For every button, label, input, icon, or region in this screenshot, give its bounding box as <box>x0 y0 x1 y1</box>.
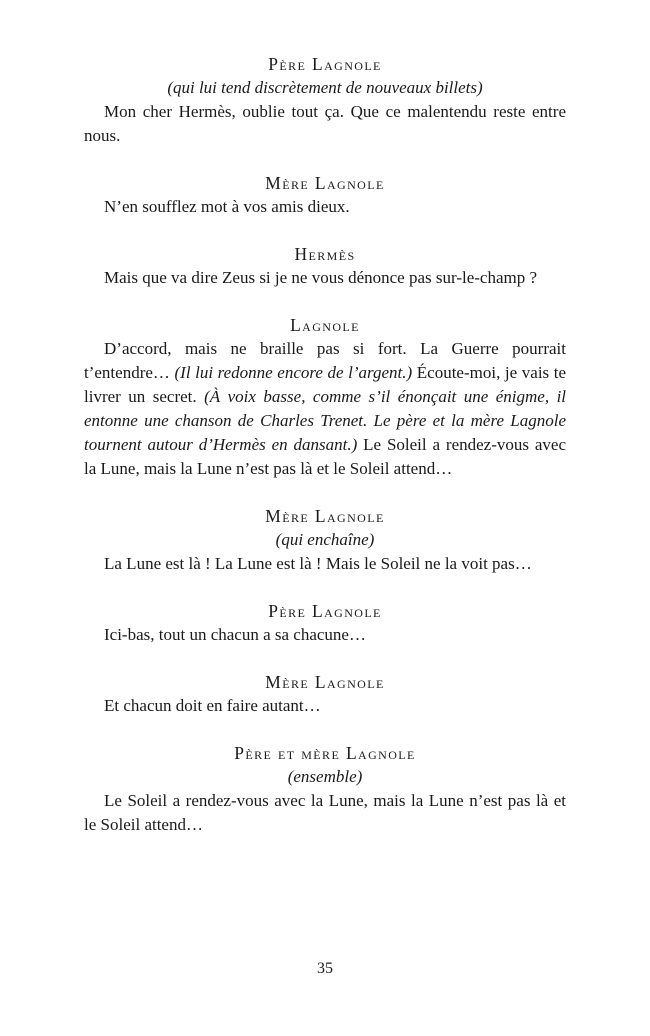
stage-direction: (qui enchaîne) <box>275 530 375 549</box>
dialogue-paragraph: Mon cher Hermès, oublie tout ça. Que ce malentendu reste entre nous. <box>84 102 566 145</box>
dialogue-paragraph: N’en soufflez mot à vos amis dieux. <box>104 197 350 216</box>
dialogue-segment: Écoute-moi, je vais te livrer un secret. <box>84 363 567 406</box>
inline-stage-direction: (À voix basse, comme s’il énonçait une énigme, il entonne une chanson de Charles Trenet. Le père et la mère Lagnole tournent autour d’Hermès en dansant.) <box>84 387 567 454</box>
dialogue-segment: Le Soleil a rendez-vous avec la Lune, mais la Lune n’est pas là et le Soleil attend… <box>84 435 567 478</box>
speaker-name: Père Lagnole <box>268 601 382 621</box>
page-content <box>84 52 566 837</box>
dialogue-segment: D’accord, mais ne braille pas si fort. La Guerre pourrait t’entendre… <box>84 339 566 382</box>
dialogue-paragraph: Le Soleil a rendez-vous avec la Lune, mais la Lune n’est pas là et le Soleil attend… <box>84 791 566 834</box>
speaker-name: Lagnole <box>290 315 360 335</box>
stage-direction: (ensemble) <box>287 767 363 786</box>
dialogue-paragraph: La Lune est là ! La Lune est là ! Mais le Soleil ne la voit pas… <box>104 554 532 573</box>
page-number: 35 <box>317 960 333 977</box>
dialogue-paragraph: Mais que va dire Zeus si je ne vous dénonce pas sur-le-champ ? <box>104 268 538 287</box>
dialogue-paragraph: Et chacun doit en faire autant… <box>104 696 321 715</box>
speaker-name: Père et mère Lagnole <box>234 743 416 763</box>
stage-direction: (qui lui tend discrètement de nouveaux billets) <box>167 78 483 97</box>
inline-stage-direction: (Il lui redonne encore de l’argent.) <box>174 363 413 382</box>
dialogue-paragraph: Ici-bas, tout un chacun a sa chacune… <box>104 625 366 644</box>
speaker-name: Mère Lagnole <box>265 672 385 692</box>
speaker-name: Père Lagnole <box>268 54 382 74</box>
dialogue-paragraph <box>84 337 566 481</box>
speaker-name: Mère Lagnole <box>265 506 385 526</box>
speaker-name: Mère Lagnole <box>265 173 385 193</box>
speaker-name: Hermès <box>294 244 356 264</box>
